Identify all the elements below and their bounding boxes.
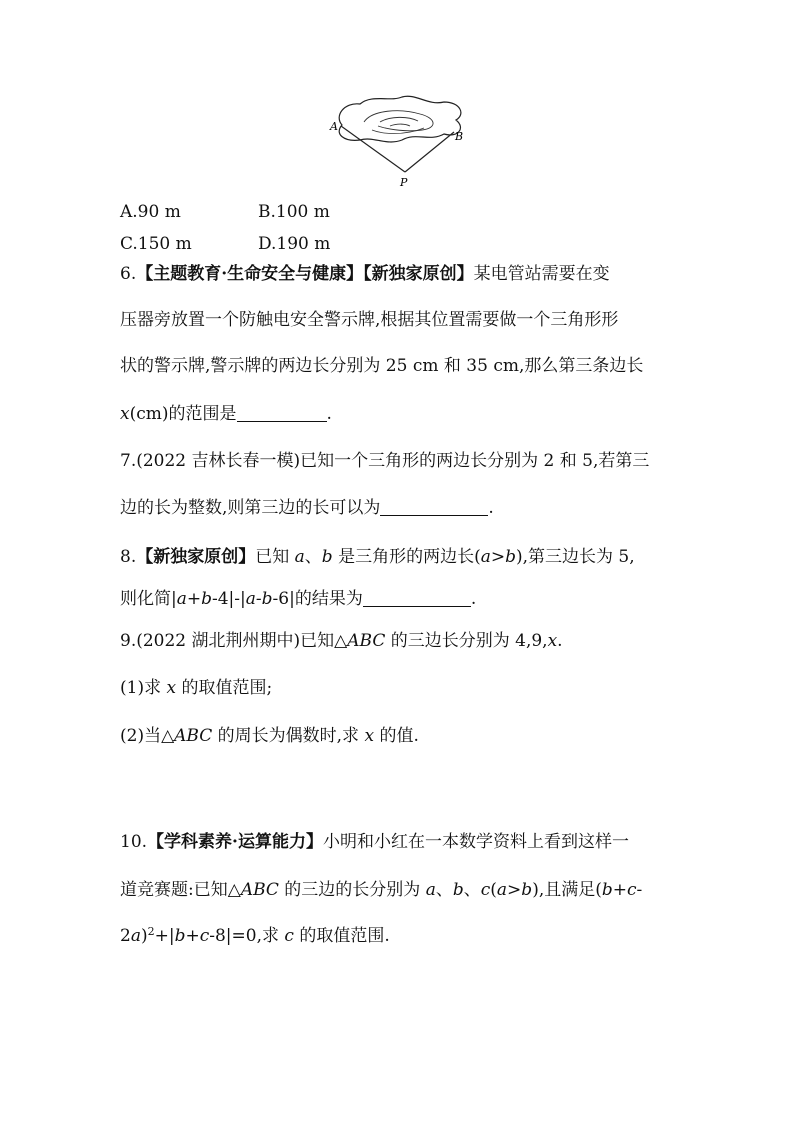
q7-answer-blank[interactable] [380,501,488,516]
pond-outline [339,96,464,143]
segment-bp [405,132,454,172]
option-a: A.90 m [120,202,181,222]
pond-ripple-3 [390,124,410,126]
option-b: B.100 m [258,202,330,222]
q6-line-4: x(cm)的范围是 . [120,404,332,424]
q7-line-2: 边的长为整数,则第三边的长可以为 . [120,498,494,518]
q9-line-1: 9.(2022 湖北荆州期中)已知△ABC 的三边长分别为 4,9,x. [120,631,563,651]
q6-answer-blank[interactable] [237,407,327,422]
pond-diagram [320,88,480,192]
q9-part-1: (1)求 x 的取值范围; [120,678,273,698]
q6-tag-original: 【新独家原创】 [363,264,474,284]
q8-line-2: 则化简|a+b-4|-|a-b-6|的结果为 . [120,589,477,609]
q6-line-1: 6.【主题教育·生命安全与健康】【新独家原创】某电管站需要在变 [120,264,610,284]
label-a: A [330,120,338,133]
q10-line-1: 10.【学科素养·运算能力】小明和小红在一本数学资料上看到这样一 [120,832,629,852]
q8-tag-original: 【新独家原创】 [136,547,256,567]
q6-line-2: 压器旁放置一个防触电安全警示牌,根据其位置需要做一个三角形形 [120,310,619,330]
q6-line-3: 状的警示牌,警示牌的两边长分别为 25 cm 和 35 cm,那么第三条边长 [120,356,644,376]
option-c: C.150 m [120,234,192,254]
q9-part-2: (2)当△ABC 的周长为偶数时,求 x 的值. [120,726,419,746]
q8-answer-blank[interactable] [363,592,471,607]
pond-figure [320,88,480,192]
q6-tag-theme: 【主题教育·生命安全与健康】 [136,264,364,284]
q10-tag-literacy: 【学科素养·运算能力】 [147,832,323,852]
pond-ripple-2 [380,117,418,122]
segment-ap [341,126,405,172]
q8-line-1: 8.【新独家原创】已知 a、b 是三角形的两边长(a>b),第三边长为 5, [120,547,635,567]
pond-ripple-1 [364,111,433,131]
label-p: P [400,176,408,189]
q7-line-1: 7.(2022 吉林长春一模)已知一个三角形的两边长分别为 2 和 5,若第三 [120,451,650,471]
q10-line-2: 道竞赛题:已知△ABC 的三边的长分别为 a、b、c(a>b),且满足(b+c- [120,880,643,900]
label-b: B [455,130,464,143]
pond-ripple-4 [372,128,424,134]
option-d: D.190 m [258,234,331,254]
q10-line-3: 2a)$^2$+|b+c-8|=0,求 c 的取值范围. [120,925,390,946]
